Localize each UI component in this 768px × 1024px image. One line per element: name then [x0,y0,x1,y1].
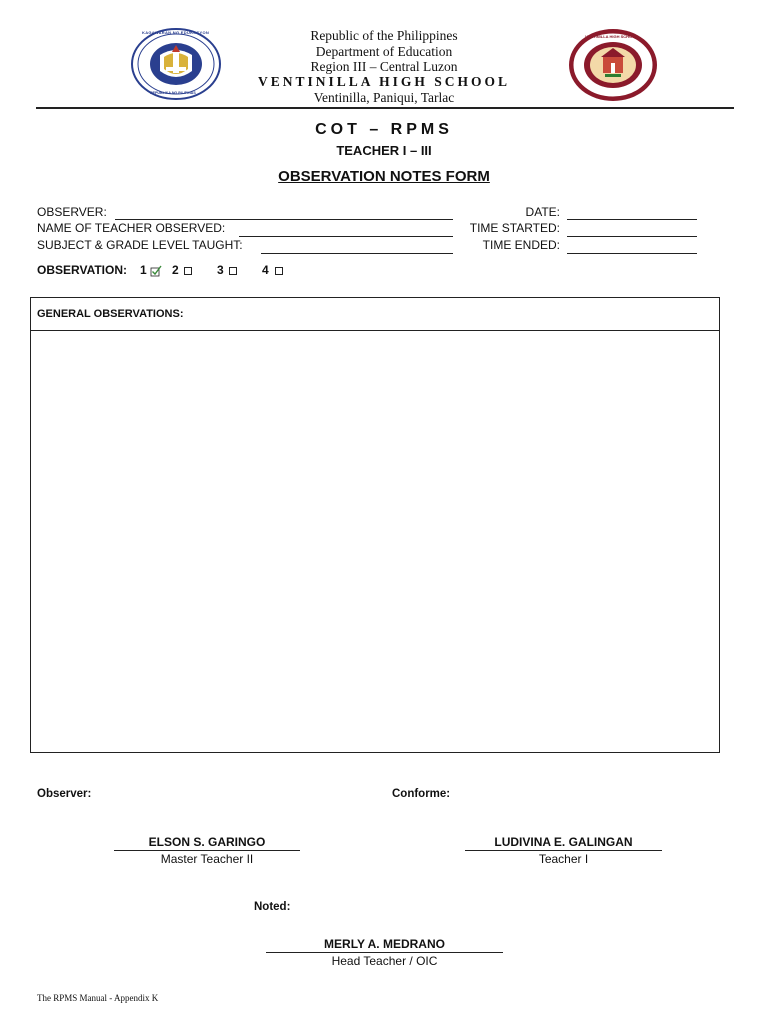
seal-lettering: REPUBLIKA NG PILIPINAS [150,91,196,95]
observation-3-number: 3 [217,263,224,277]
observation-4-checkbox[interactable] [275,267,283,275]
header-region: Region III – Central Luzon [310,59,458,74]
time-started-field[interactable] [567,236,697,237]
observer-label: OBSERVER: [37,205,107,219]
footer-text: The RPMS Manual - Appendix K [37,993,159,1003]
time-started-label: TIME STARTED: [469,221,560,235]
seal-lettering: KAGAWARAN NG EDUKASYON [142,30,210,35]
observation-2-number: 2 [172,263,179,277]
general-observations-label: GENERAL OBSERVATIONS: [37,308,184,320]
observation-1-checkbox[interactable] [150,264,162,276]
noted-name: MERLY A. MEDRANO [324,937,445,951]
header-department: Department of Education [315,44,453,59]
noted-signature-line [266,952,503,953]
noted-label: Noted: [254,901,291,913]
observer-field[interactable] [115,219,453,220]
noted-title: Head Teacher / OIC [331,954,438,968]
observation-1-number: 1 [140,263,147,277]
observer-signature-line [114,850,300,851]
teacher-observed-field[interactable] [239,236,453,237]
conforme-signature-label: Conforme: [392,788,451,800]
header-address: Ventinilla, Paniqui, Tarlac [313,90,455,105]
general-observations-box[interactable] [30,297,720,753]
subject-grade-field[interactable] [261,253,453,254]
observer-name: ELSON S. GARINGO [148,835,266,849]
date-label: DATE: [525,205,560,219]
time-ended-field[interactable] [567,253,697,254]
teacher-observed-label: NAME OF TEACHER OBSERVED: [37,221,226,235]
observer-signature-label: Observer: [37,788,92,800]
header-school-name: VENTINILLA HIGH SCHOOL [257,74,511,89]
conforme-name: LUDIVINA E. GALINGAN [494,835,633,849]
seal-lettering: VENTINILLA HIGH SCHOOL [585,34,638,39]
form-title-main: COT – RPMS [315,121,453,138]
observation-label: OBSERVATION: [37,263,128,277]
header-divider [36,107,734,109]
checkmark-icon [150,265,162,277]
date-field[interactable] [567,219,697,220]
time-ended-label: TIME ENDED: [482,238,560,252]
observer-title: Master Teacher II [160,852,254,866]
form-title: OBSERVATION NOTES FORM [278,168,490,185]
general-observations-header [31,298,719,331]
observation-2-checkbox[interactable] [184,267,192,275]
subject-grade-label: SUBJECT & GRADE LEVEL TAUGHT: [37,238,243,252]
form-title-sub: TEACHER I – III [336,143,432,158]
conforme-title: Teacher I [538,852,589,866]
observation-3-checkbox[interactable] [229,267,237,275]
conforme-signature-line [465,850,662,851]
observation-4-number: 4 [262,263,269,277]
header-republic: Republic of the Philippines [310,28,458,43]
